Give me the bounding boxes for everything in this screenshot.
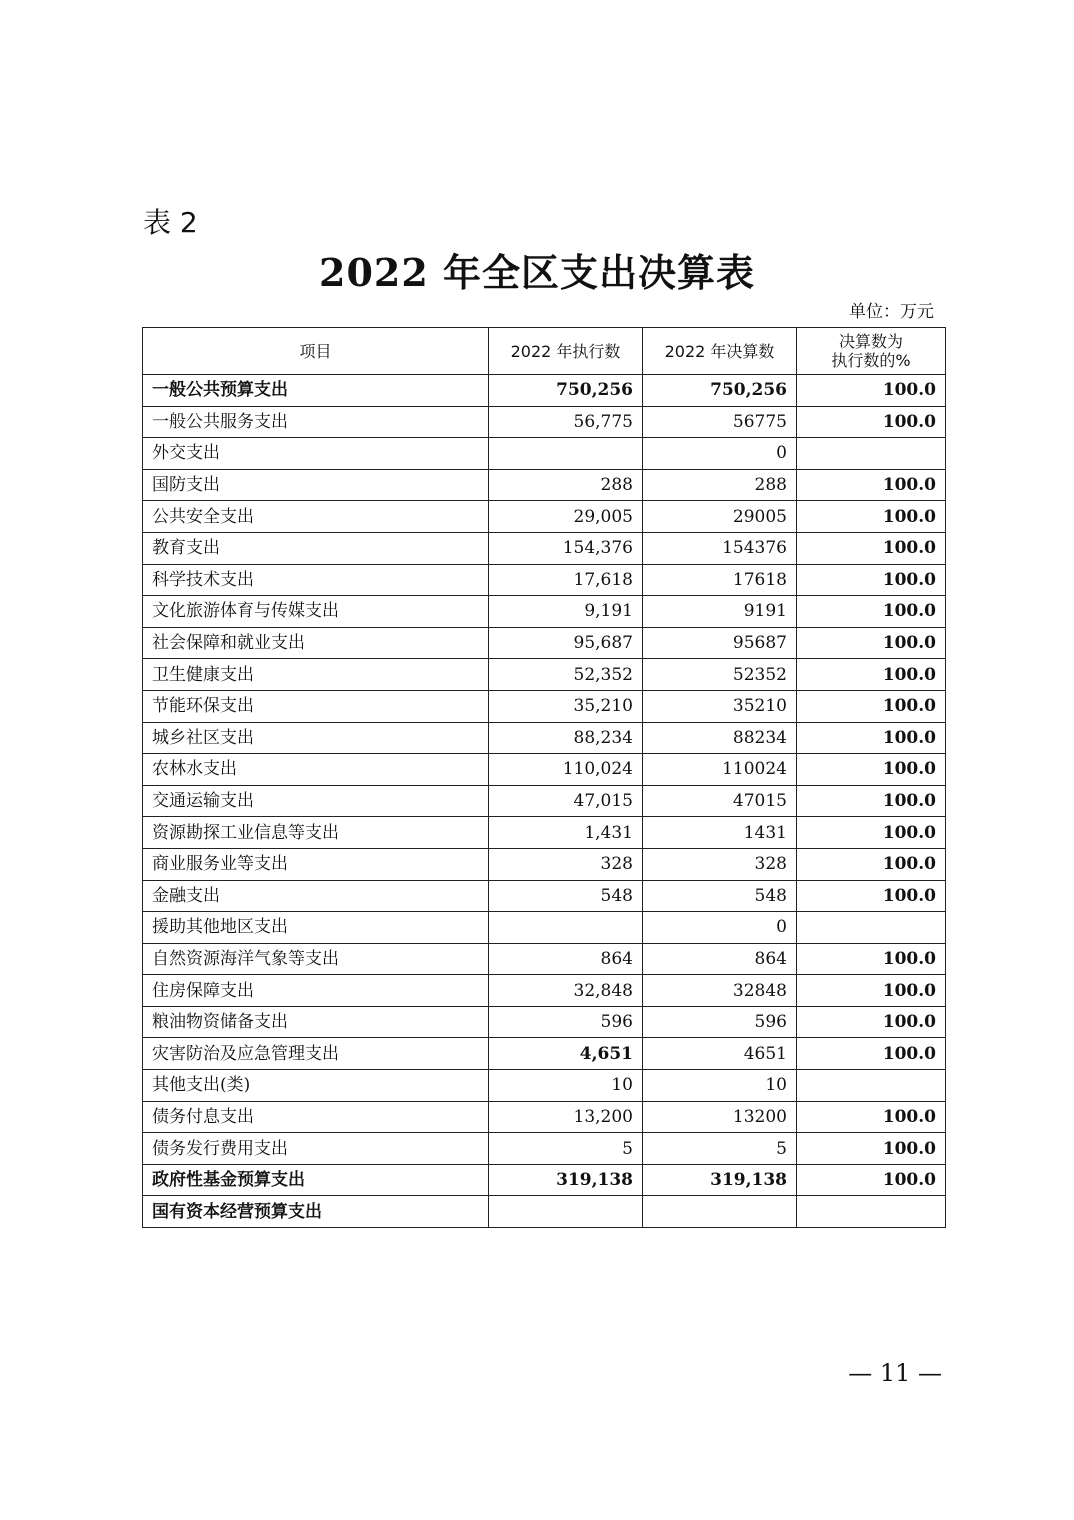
row-item-name: 一般公共预算支出 <box>143 375 489 407</box>
row-final-value: 32848 <box>643 975 797 1007</box>
row-percent-value: 100.0 <box>797 596 946 628</box>
row-percent-value: 100.0 <box>797 1006 946 1038</box>
row-final-value: 328 <box>643 848 797 880</box>
row-executed-value: 319,138 <box>489 1164 643 1196</box>
row-executed-value <box>489 438 643 470</box>
table-row <box>143 975 946 1007</box>
row-item-name: 债务发行费用支出 <box>143 1133 489 1165</box>
table-row <box>143 1006 946 1038</box>
row-final-value: 5 <box>643 1133 797 1165</box>
row-final-value: 1431 <box>643 817 797 849</box>
row-final-value: 0 <box>643 912 797 944</box>
table-header-row <box>143 328 946 375</box>
row-final-value: 13200 <box>643 1101 797 1133</box>
row-item-name: 援助其他地区支出 <box>143 912 489 944</box>
row-final-value: 95687 <box>643 627 797 659</box>
row-percent-value <box>797 1070 946 1102</box>
table-row <box>143 785 946 817</box>
table-label: 表 2 <box>143 206 198 239</box>
row-executed-value: 10 <box>489 1070 643 1102</box>
row-item-name: 资源勘探工业信息等支出 <box>143 817 489 849</box>
row-final-value: 0 <box>643 438 797 470</box>
row-executed-value: 56,775 <box>489 406 643 438</box>
row-executed-value: 29,005 <box>489 501 643 533</box>
row-item-name: 债务付息支出 <box>143 1101 489 1133</box>
row-executed-value: 110,024 <box>489 754 643 786</box>
row-percent-value: 100.0 <box>797 659 946 691</box>
row-final-value <box>643 1196 797 1228</box>
row-item-name: 灾害防治及应急管理支出 <box>143 1038 489 1070</box>
row-final-value: 47015 <box>643 785 797 817</box>
row-percent-value: 100.0 <box>797 375 946 407</box>
row-percent-value <box>797 1196 946 1228</box>
row-percent-value: 100.0 <box>797 1101 946 1133</box>
row-final-value: 154376 <box>643 532 797 564</box>
row-item-name: 科学技术支出 <box>143 564 489 596</box>
row-executed-value: 288 <box>489 469 643 501</box>
row-executed-value: 35,210 <box>489 690 643 722</box>
header-final: 2022 年决算数 <box>643 328 797 375</box>
table-row <box>143 1038 946 1070</box>
row-item-name: 金融支出 <box>143 880 489 912</box>
row-item-name: 文化旅游体育与传媒支出 <box>143 596 489 628</box>
table-row <box>143 690 946 722</box>
table-row <box>143 659 946 691</box>
row-executed-value: 95,687 <box>489 627 643 659</box>
row-percent-value: 100.0 <box>797 943 946 975</box>
row-final-value: 864 <box>643 943 797 975</box>
table-row <box>143 880 946 912</box>
row-item-name: 商业服务业等支出 <box>143 848 489 880</box>
row-percent-value: 100.0 <box>797 627 946 659</box>
header-percent <box>797 328 946 375</box>
expenditure-table <box>142 327 946 1228</box>
row-final-value: 110024 <box>643 754 797 786</box>
table-row <box>143 406 946 438</box>
row-percent-value: 100.0 <box>797 1038 946 1070</box>
header-percent-line1: 决算数为 <box>838 332 903 351</box>
row-item-name: 住房保障支出 <box>143 975 489 1007</box>
row-final-value: 88234 <box>643 722 797 754</box>
row-percent-value: 100.0 <box>797 1164 946 1196</box>
row-final-value: 35210 <box>643 690 797 722</box>
row-percent-value: 100.0 <box>797 722 946 754</box>
table-row <box>143 627 946 659</box>
row-percent-value: 100.0 <box>797 848 946 880</box>
row-percent-value: 100.0 <box>797 785 946 817</box>
row-executed-value: 154,376 <box>489 532 643 564</box>
row-executed-value: 328 <box>489 848 643 880</box>
table-row <box>143 754 946 786</box>
page-title: 2022 年全区支出决算表 <box>319 250 755 295</box>
table-row <box>143 912 946 944</box>
row-item-name: 交通运输支出 <box>143 785 489 817</box>
row-executed-value: 864 <box>489 943 643 975</box>
row-percent-value: 100.0 <box>797 690 946 722</box>
row-final-value: 750,256 <box>643 375 797 407</box>
row-executed-value: 32,848 <box>489 975 643 1007</box>
row-executed-value: 52,352 <box>489 659 643 691</box>
row-item-name: 卫生健康支出 <box>143 659 489 691</box>
row-item-name: 社会保障和就业支出 <box>143 627 489 659</box>
row-percent-value: 100.0 <box>797 817 946 849</box>
row-executed-value: 1,431 <box>489 817 643 849</box>
row-item-name: 城乡社区支出 <box>143 722 489 754</box>
row-item-name: 公共安全支出 <box>143 501 489 533</box>
header-percent-line2: 执行数的% <box>831 351 911 370</box>
row-final-value: 29005 <box>643 501 797 533</box>
row-item-name: 自然资源海洋气象等支出 <box>143 943 489 975</box>
header-item: 项目 <box>143 328 489 375</box>
row-final-value: 56775 <box>643 406 797 438</box>
row-executed-value: 13,200 <box>489 1101 643 1133</box>
table-row <box>143 438 946 470</box>
row-item-name: 国防支出 <box>143 469 489 501</box>
row-executed-value <box>489 1196 643 1228</box>
row-executed-value: 88,234 <box>489 722 643 754</box>
row-final-value: 319,138 <box>643 1164 797 1196</box>
row-executed-value: 47,015 <box>489 785 643 817</box>
row-executed-value: 750,256 <box>489 375 643 407</box>
table-row <box>143 817 946 849</box>
row-item-name: 其他支出(类) <box>143 1070 489 1102</box>
row-executed-value: 596 <box>489 1006 643 1038</box>
row-executed-value: 9,191 <box>489 596 643 628</box>
row-item-name: 农林水支出 <box>143 754 489 786</box>
row-executed-value: 548 <box>489 880 643 912</box>
row-executed-value: 5 <box>489 1133 643 1165</box>
table-row <box>143 564 946 596</box>
table-row <box>143 848 946 880</box>
table-row <box>143 375 946 407</box>
row-final-value: 9191 <box>643 596 797 628</box>
table-row <box>143 722 946 754</box>
unit-label: 单位：万元 <box>849 302 934 322</box>
row-percent-value: 100.0 <box>797 1133 946 1165</box>
table-row <box>143 1164 946 1196</box>
row-final-value: 288 <box>643 469 797 501</box>
table-row <box>143 596 946 628</box>
row-item-name: 政府性基金预算支出 <box>143 1164 489 1196</box>
table-row <box>143 469 946 501</box>
row-final-value: 548 <box>643 880 797 912</box>
row-percent-value: 100.0 <box>797 975 946 1007</box>
row-percent-value <box>797 912 946 944</box>
row-item-name: 一般公共服务支出 <box>143 406 489 438</box>
row-executed-value: 4,651 <box>489 1038 643 1070</box>
row-item-name: 国有资本经营预算支出 <box>143 1196 489 1228</box>
header-executed: 2022 年执行数 <box>489 328 643 375</box>
table-row <box>143 501 946 533</box>
row-final-value: 17618 <box>643 564 797 596</box>
row-percent-value: 100.0 <box>797 501 946 533</box>
row-percent-value <box>797 438 946 470</box>
table-body <box>143 375 946 1228</box>
row-item-name: 外交支出 <box>143 438 489 470</box>
row-final-value: 10 <box>643 1070 797 1102</box>
row-executed-value <box>489 912 643 944</box>
table-row <box>143 1070 946 1102</box>
table-row <box>143 943 946 975</box>
row-final-value: 52352 <box>643 659 797 691</box>
row-item-name: 粮油物资储备支出 <box>143 1006 489 1038</box>
row-executed-value: 17,618 <box>489 564 643 596</box>
row-percent-value: 100.0 <box>797 469 946 501</box>
table-row <box>143 532 946 564</box>
table-row <box>143 1133 946 1165</box>
row-percent-value: 100.0 <box>797 564 946 596</box>
page-number: — 11 — <box>848 1359 942 1387</box>
row-percent-value: 100.0 <box>797 880 946 912</box>
row-final-value: 596 <box>643 1006 797 1038</box>
row-item-name: 教育支出 <box>143 532 489 564</box>
row-item-name: 节能环保支出 <box>143 690 489 722</box>
row-percent-value: 100.0 <box>797 532 946 564</box>
table-row <box>143 1101 946 1133</box>
row-percent-value: 100.0 <box>797 754 946 786</box>
row-percent-value: 100.0 <box>797 406 946 438</box>
row-final-value: 4651 <box>643 1038 797 1070</box>
table-row <box>143 1196 946 1228</box>
